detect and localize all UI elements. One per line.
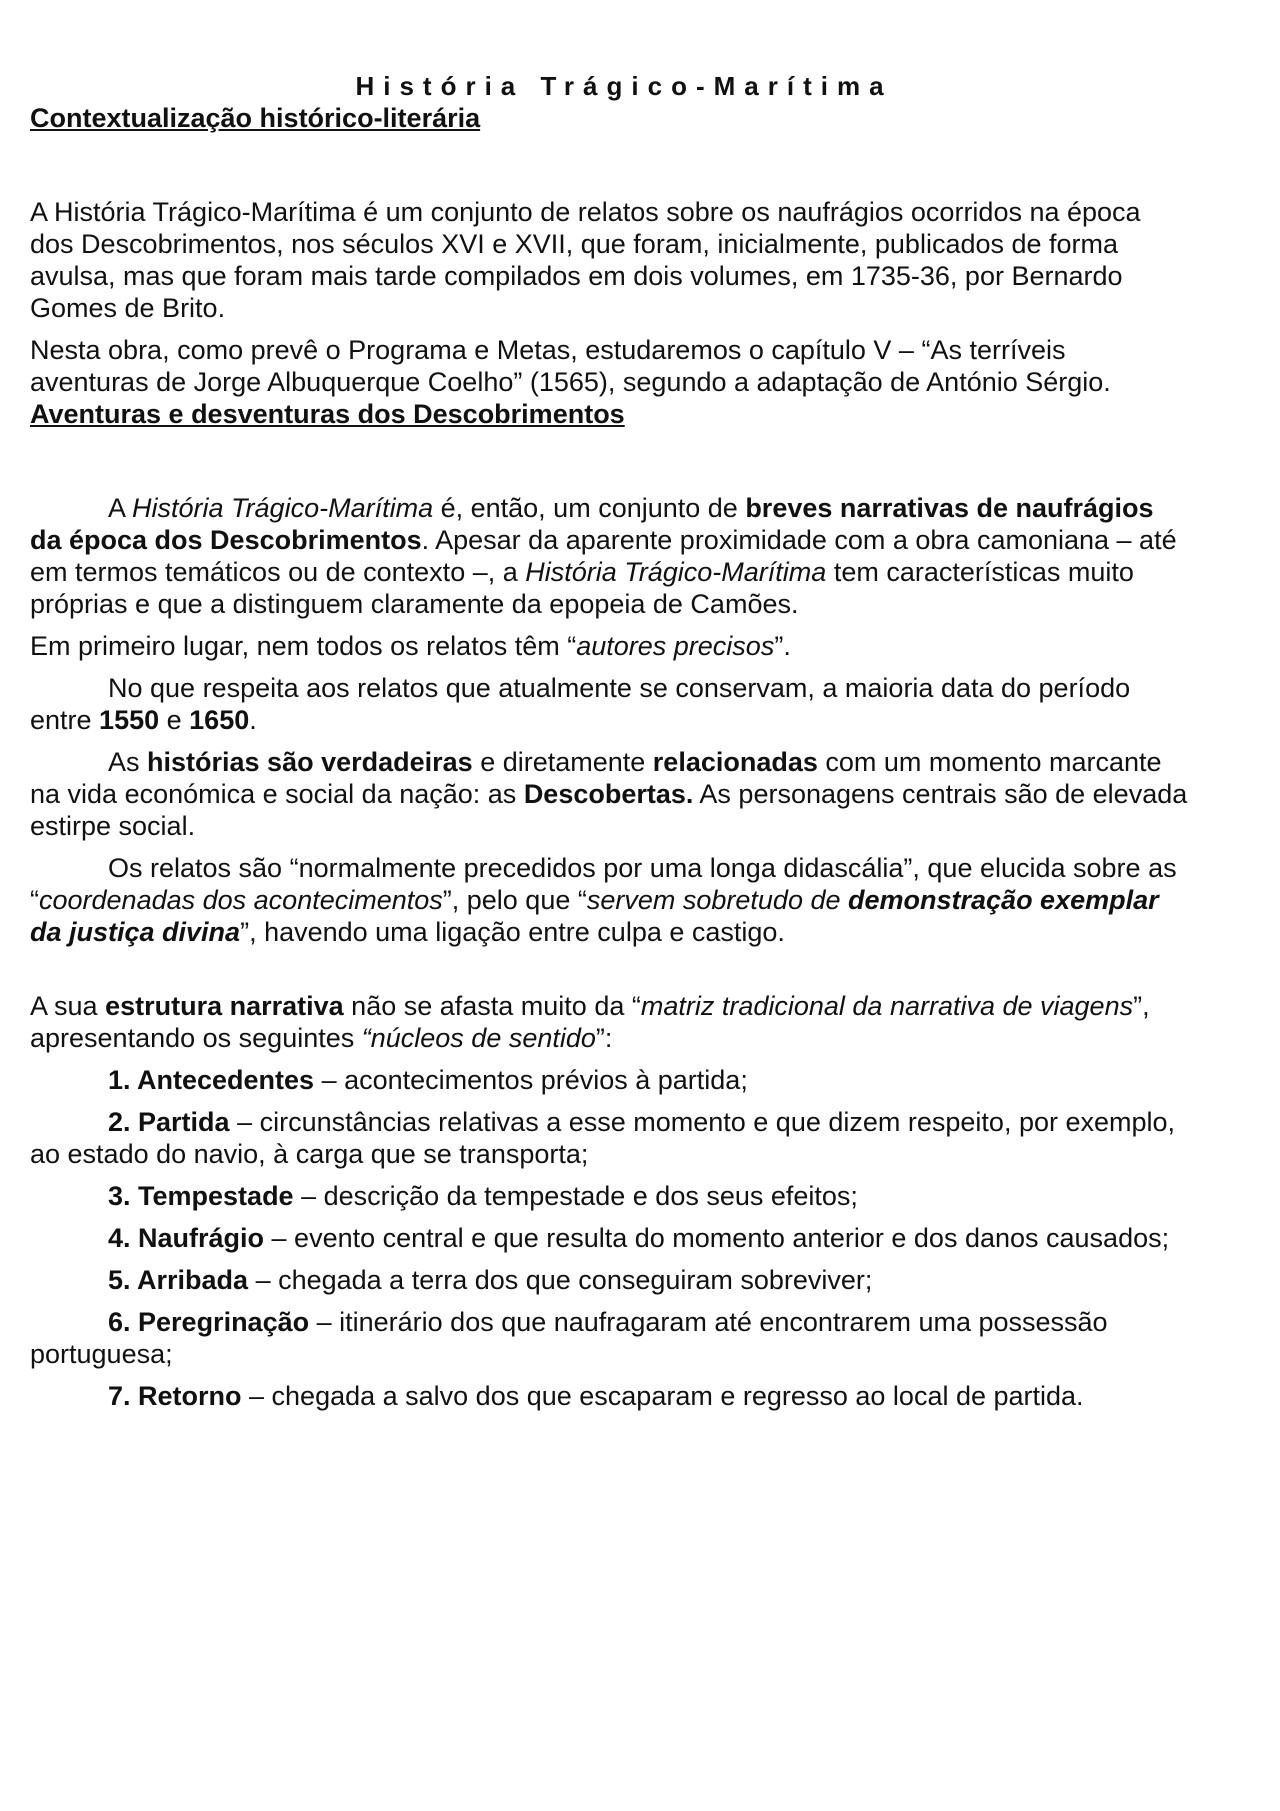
list-item-nucleo: 5. Arribada – chegada a terra dos que conseguiram sobreviver; — [108, 1265, 873, 1295]
paragraph-aventuras-4: As histórias são verdadeiras e diretamente relacionadas com um momento marcante na vida económica e social da nação: as Descobertas. As personagens centrais são de elevada estirpe social. — [30, 747, 1188, 841]
document-page — [30, 70, 1190, 1412]
list-item-nucleo: 7. Retorno – chegada a salvo dos que escaparam e regresso ao local de partida. — [108, 1381, 1084, 1411]
document-title: História Trágico-Marítima — [355, 71, 893, 101]
paragraph-estrutura: A sua estrutura narrativa não se afasta muito da “matriz tradicional da narrativa de viagens”, apresentando os seguintes “núcleos de sentido”: — [30, 991, 1150, 1053]
section-heading-aventuras: Aventuras e desventuras dos Descobrimentos — [30, 399, 625, 429]
paragraph-context-1: A História Trágico-Marítima é um conjunto de relatos sobre os naufrágios ocorridos na época dos Descobrimentos, nos séculos XVI e XVII, que foram, inicialmente, publicados de forma avulsa, mas que foram mais tarde compilados em dois volumes, em 1735-36, por Bernardo Gomes de Brito. — [30, 197, 1141, 323]
section-heading-contextualizacao: Contextualização histórico-literária — [30, 103, 481, 133]
paragraph-context-2: Nesta obra, como prevê o Programa e Metas, estudaremos o capítulo V – “As terríveis aventuras de Jorge Albuquerque Coelho” (1565), segundo a adaptação de António Sérgio. — [30, 335, 1111, 397]
paragraph-aventuras-5: Os relatos são “normalmente precedidos por uma longa didascália”, que elucida sobre as “coordenadas dos acontecimentos”, pelo que “servem sobretudo de demonstração exemplar da justiça divina”, havendo uma ligação entre culpa e castigo. — [30, 853, 1177, 947]
paragraph-aventuras-2: Em primeiro lugar, nem todos os relatos têm “autores precisos”. — [30, 631, 791, 661]
list-item-nucleo: 4. Naufrágio – evento central e que resulta do momento anterior e dos danos causados; — [108, 1223, 1170, 1253]
paragraph-aventuras-1: A História Trágico-Marítima é, então, um conjunto de breves narrativas de naufrágios da época dos Descobrimentos. Apesar da aparente proximidade com a obra camoniana – até em termos temáticos ou de contexto –, a História Trágico-Marítima tem características muito próprias e que a distinguem claramente da epopeia de Camões. — [30, 493, 1177, 619]
list-item-nucleo: 2. Partida – circunstâncias relativas a esse momento e que dizem respeito, por exemplo, ao estado do navio, à carga que se transporta; — [30, 1107, 1176, 1169]
list-item-nucleo: 3. Tempestade – descrição da tempestade e dos seus efeitos; — [108, 1181, 858, 1211]
list-item-nucleo: 6. Peregrinação – itinerário dos que naufragaram até encontrarem uma possessão portuguesa; — [30, 1307, 1108, 1369]
paragraph-aventuras-3: No que respeita aos relatos que atualmente se conservam, a maioria data do período entre 1550 e 1650. — [30, 673, 1131, 735]
list-item-nucleo: 1. Antecedentes – acontecimentos prévios à partida; — [108, 1065, 748, 1095]
